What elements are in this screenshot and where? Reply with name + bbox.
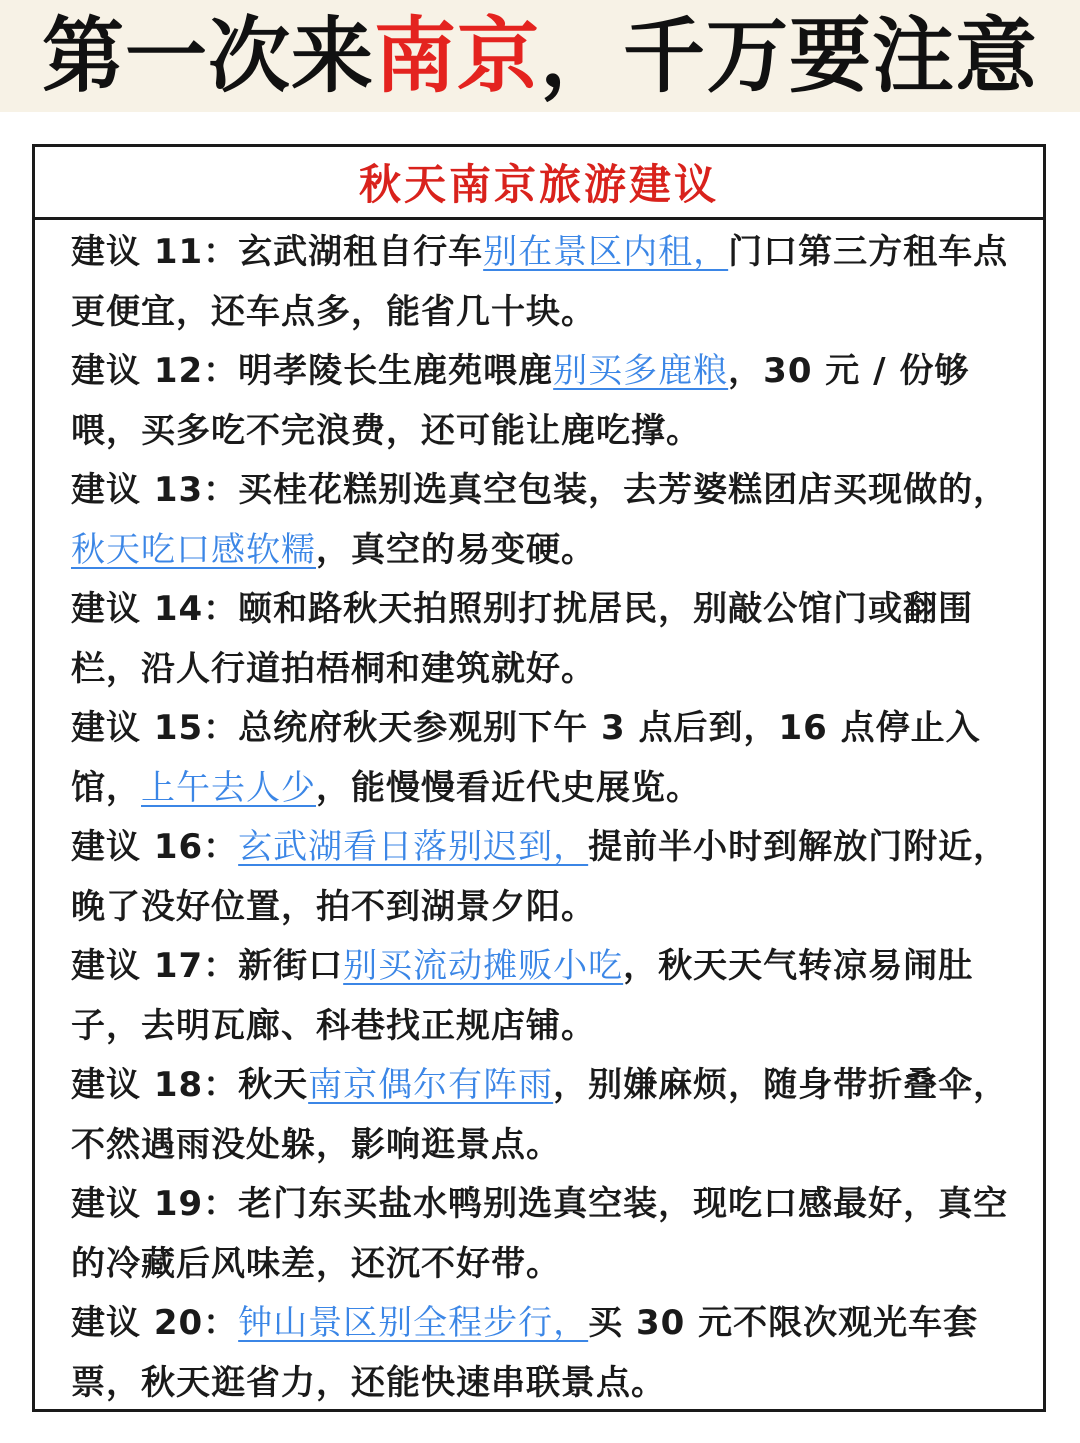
tip-highlight: 别在景区内租， bbox=[483, 232, 729, 272]
tip-item-18 bbox=[71, 1056, 1021, 1175]
tip-text: 秋天 bbox=[238, 1065, 309, 1105]
page-title bbox=[0, 6, 1080, 106]
tips-card bbox=[32, 144, 1046, 1412]
tip-label: 建议 19： bbox=[71, 1184, 239, 1224]
tip-text: ，秋天天气转凉易闹肚子，去明瓦廊、科巷找正规店铺。 bbox=[71, 946, 974, 1046]
tip-text: 新街口 bbox=[238, 946, 344, 986]
tip-text: 玄武湖租自行车 bbox=[238, 232, 484, 272]
header-banner bbox=[0, 0, 1080, 112]
tip-highlight: 玄武湖看日落别迟到， bbox=[238, 827, 589, 867]
tip-label: 建议 12： bbox=[71, 351, 239, 391]
tip-item-16 bbox=[71, 818, 1021, 937]
tip-label: 建议 17： bbox=[71, 946, 239, 986]
title-accent-city: 南京 bbox=[373, 8, 540, 104]
tip-item-20 bbox=[71, 1294, 1021, 1413]
tip-item-19 bbox=[71, 1175, 1021, 1294]
tip-text: 买桂花糕别选真空包装，去芳婆糕团店买现做的， bbox=[238, 470, 1009, 510]
tip-highlight: 南京偶尔有阵雨 bbox=[308, 1065, 554, 1105]
tip-text: ，真空的易变硬。 bbox=[316, 529, 596, 570]
tip-item-11 bbox=[71, 223, 1021, 342]
tip-text: ，能慢慢看近代史展览。 bbox=[316, 767, 701, 808]
tip-label: 建议 14： bbox=[71, 589, 239, 629]
tip-text: 总统府秋天参观别下午 3 点后到，16 点停止入馆， bbox=[71, 708, 981, 808]
tip-highlight: 别买多鹿粮 bbox=[553, 351, 729, 391]
tip-label: 建议 15： bbox=[71, 708, 239, 748]
tip-text: ，别嫌麻烦，随身带折叠伞，不然遇雨没处躲，影响逛景点。 bbox=[71, 1065, 1009, 1165]
tip-item-17 bbox=[71, 937, 1021, 1056]
tips-list bbox=[71, 223, 1021, 1413]
tip-text: ，30 元 / 份够喂，买多吃不完浪费，还可能让鹿吃撑。 bbox=[71, 351, 970, 451]
tip-label: 建议 18： bbox=[71, 1065, 239, 1105]
tip-item-13 bbox=[71, 461, 1021, 580]
title-part-1: 第一次来 bbox=[41, 8, 374, 104]
tip-text: 老门东买盐水鸭别选真空装，现吃口感最好，真空的冷藏后风味差，还沉不好带。 bbox=[71, 1184, 1009, 1284]
title-part-2: ，千万要注意 bbox=[540, 8, 1039, 104]
tip-item-14 bbox=[71, 580, 1021, 699]
tip-highlight: 上午去人少 bbox=[141, 767, 316, 808]
tip-text: 提前半小时到解放门附近，晚了没好位置，拍不到湖景夕阳。 bbox=[71, 827, 1009, 927]
tip-text: 买 30 元不限次观光车套票，秋天逛省力，还能快速串联景点。 bbox=[71, 1303, 979, 1403]
tip-item-15 bbox=[71, 699, 1021, 818]
tip-label: 建议 16： bbox=[71, 827, 239, 867]
tip-highlight: 秋天吃口感软糯 bbox=[71, 529, 316, 570]
tip-label: 建议 20： bbox=[71, 1303, 239, 1343]
tip-label: 建议 13： bbox=[71, 470, 239, 510]
card-title: 秋天南京旅游建议 bbox=[35, 147, 1043, 220]
tip-text: 门口第三方租车点更便宜，还车点多，能省几十块。 bbox=[71, 232, 1009, 332]
tip-label: 建议 11： bbox=[71, 232, 239, 272]
tip-text: 颐和路秋天拍照别打扰居民，别敲公馆门或翻围栏，沿人行道拍梧桐和建筑就好。 bbox=[71, 589, 974, 689]
tip-text: 明孝陵长生鹿苑喂鹿 bbox=[238, 351, 554, 391]
tip-highlight: 钟山景区别全程步行， bbox=[238, 1303, 589, 1343]
tip-item-12 bbox=[71, 342, 1021, 461]
tip-highlight: 别买流动摊贩小吃 bbox=[343, 946, 624, 986]
